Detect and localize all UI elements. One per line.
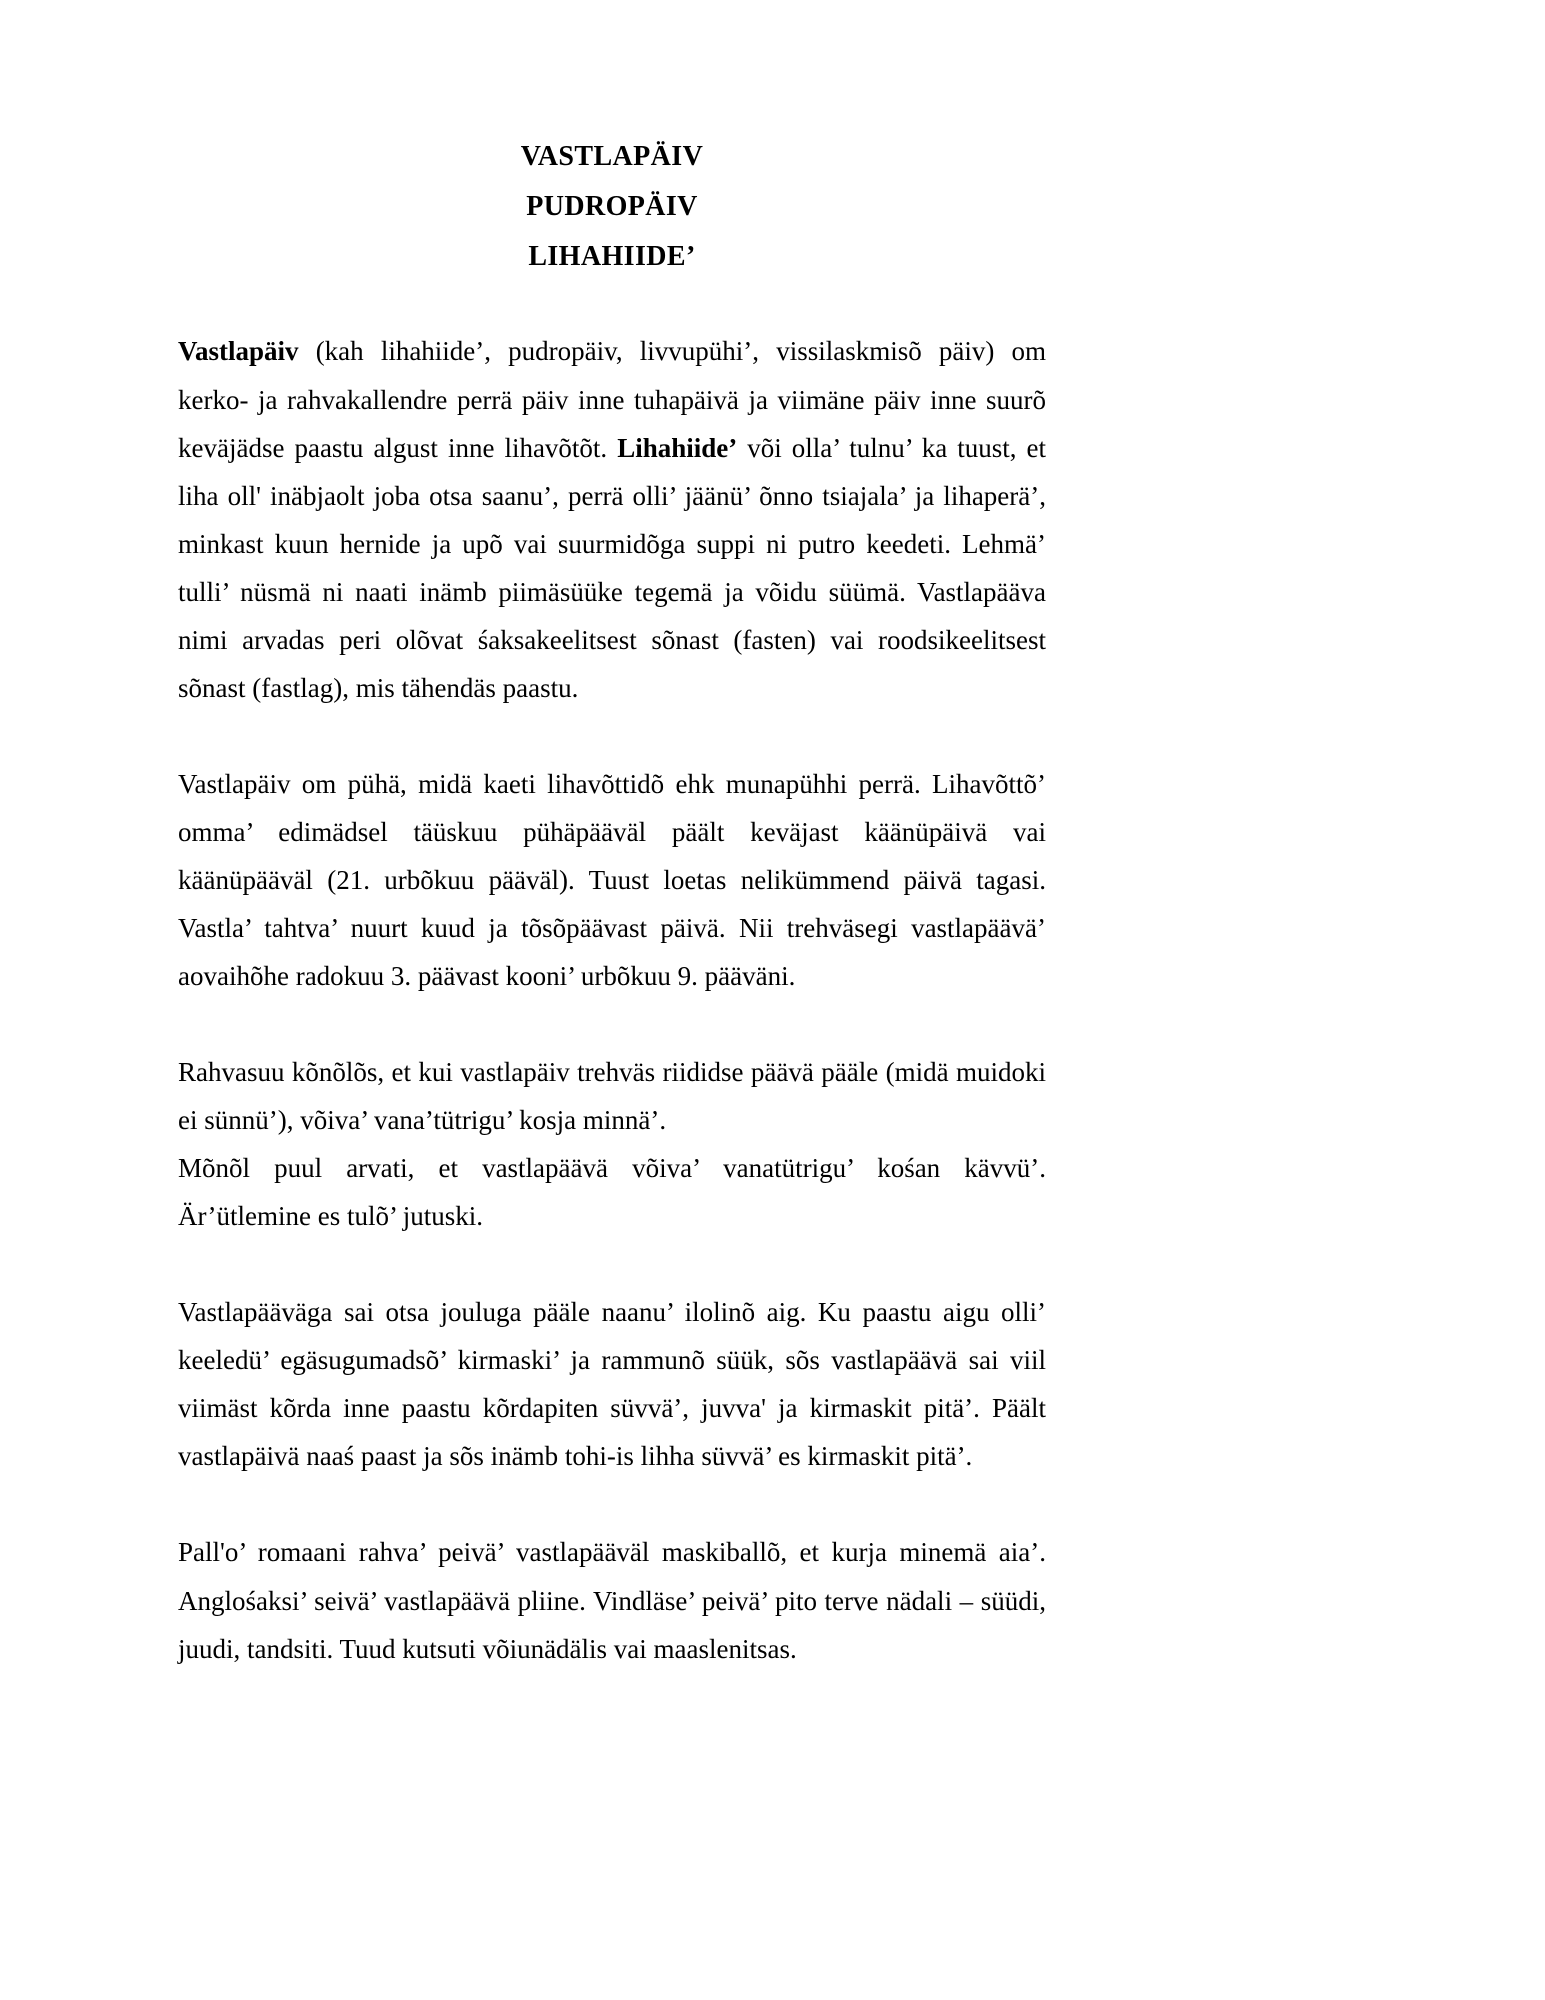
paragraph-4-text: Mõnõl puul arvati, et vastlapäävä võiva’ vanatütrigu’ kośan kävvü’. Är’ütlemine es tulõ’ jutuski. xyxy=(178,1153,1046,1232)
paragraph-6 xyxy=(178,1528,1046,1672)
paragraph-2-text: Vastlapäiv om pühä, midä kaeti lihavõttidõ ehk munapühhi perrä. Lihavõttõ’ omma’ edimädsel täüskuu pühäpääväl päält keväjast käänüpäivä vai käänüpääväl (21. urbõkuu pääväl). Tuust loetas nelikümmend päivä tagasi. Vastla’ tahtva’ nuurt kuud ja tõsõpäävast päivä. Nii trehväsegi vastlapäävä’ aovaihõhe radokuu 3. päävast kooni’ urbõkuu 9. pääväni. xyxy=(178,768,1046,992)
paragraph-1-run-text-2: või olla’ tulnu’ ka tuust, et liha oll' inäbjaolt joba otsa saanu’, perrä olli’ jäänü’ õnno tsiajala’ ja lihaperä’, minkast kuun hernide ja upõ vai suurmidõga suppi ni putro keedeti. Lehmä’ tulli’ nüsmä ni naati inämb piimäsüüke tegemä ja võidu süümä. Vastlapääva nimi arvadas peri olõvat śaksakeelitsest sõnast (fasten) vai roodsikeelitsest sõnast (fastlag), mis tähendäs paastu. xyxy=(178,432,1047,703)
paragraph-1-run-bold-2: Lihahiide’ xyxy=(617,432,738,463)
paragraph-gap-5 xyxy=(178,1480,1046,1528)
paragraph-1-run-text-1: (kah lihahiide’, pudropäiv, livvupühi’, vissilaskmisõ päiv) om kerko- ja rahvakallendre perrä päiv inne tuhapäivä ja viimäne päiv inne suurõ keväjädse paastu algust inne lihavõtõt. xyxy=(178,336,1046,463)
paragraph-1 xyxy=(178,327,1046,711)
title-line-3: LIHAHIIDE’ xyxy=(528,240,696,272)
title-line-1: VASTLAPÄIV xyxy=(520,141,704,172)
title-line-2: PUDROPÄIV xyxy=(526,190,698,222)
paragraph-gap-2 xyxy=(178,1000,1046,1048)
paragraph-6-text: Pall'o’ romaani rahva’ peivä’ vastlapääväl maskiballõ, et kurja minemä aia’. Anglośaksi’ seivä’ vastlapäävä pliine. Vindläse’ peivä’ pito terve nädali – süüdi, juudi, tandsiti. Tuud kutsuti võiunädälis vai maaslenitsas. xyxy=(178,1537,1046,1664)
paragraph-5 xyxy=(178,1288,1046,1480)
paragraph-4 xyxy=(178,1144,1046,1240)
paragraph-1-run-bold-1: Vastlapäiv xyxy=(178,336,299,367)
paragraph-2 xyxy=(178,760,1046,1000)
paragraph-gap-4 xyxy=(178,1240,1046,1288)
paragraph-gap-1 xyxy=(178,712,1046,760)
paragraph-3-text: Rahvasuu kõnõlõs, et kui vastlapäiv trehväs riididse päävä pääle (midä muidoki ei sünnü’), võiva’ vana’tütrigu’ kosja minnä’. xyxy=(178,1057,1046,1136)
title-spacer xyxy=(178,281,1046,327)
paragraph-3 xyxy=(178,1048,1046,1144)
paragraph-5-text: Vastlapääväga sai otsa jouluga pääle naanu’ ilolinõ aig. Ku paastu aigu olli’ keeledü’ egäsugumadsõ’ kirmaski’ ja rammunõ süük, sõs vastlapäävä sai viil viimäst kõrda inne paastu kõrdapiten süvvä’, juvva' ja kirmaskit pitä’. Päält vastlapäivä naaś paast ja sõs inämb tohi-is lihha süvvä’ es kirmaskit pitä’. xyxy=(178,1297,1046,1472)
document-body xyxy=(178,132,1046,1673)
document-title-block xyxy=(178,132,1046,281)
